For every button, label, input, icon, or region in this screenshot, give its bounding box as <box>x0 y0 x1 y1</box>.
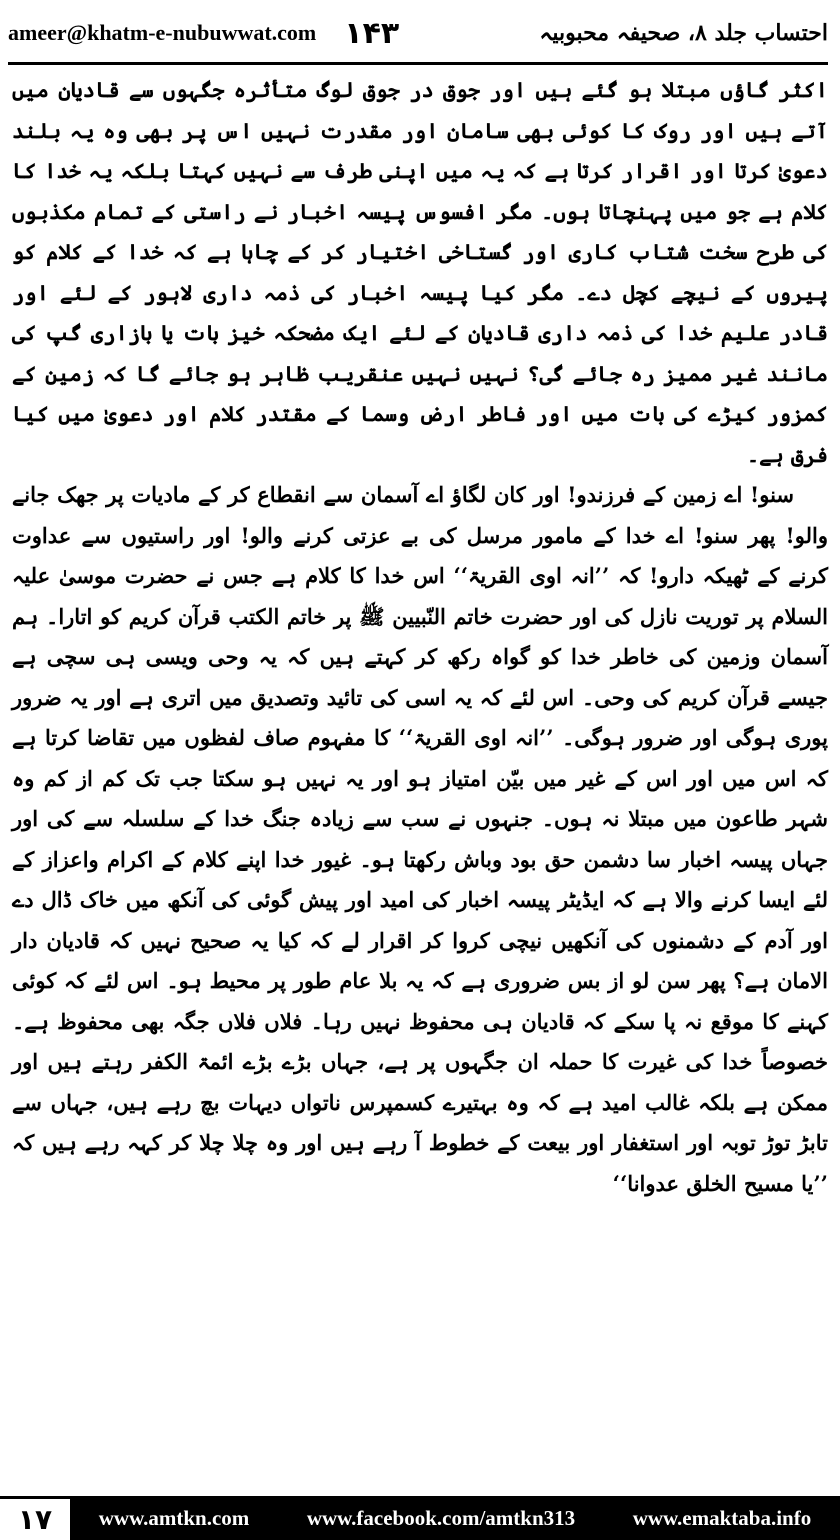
paragraph-2-part-b: ‘‘ اس خدا کا کلام ہے جس نے حضرت موسیٰ علیہ السلام پر توریت نازل کی اور حضرت خاتم النّبیین ﷺ پر خاتم الکتب قرآن کریم کو اتارا۔ ہم آسمان وزمین کی خاطر خدا کو گواہ رکھ کر کہتے ہیں کہ یہ وحی ویسی ہی سچی ہے جیسے قرآن کریم کی وحی۔ اس لئے کہ یہ اسی کی تائید وتصدیق میں اتری ہے اور یہ ضرور پوری ہوگی اور ضرور ہوگی۔ ’’ <box>12 563 828 750</box>
text-column <box>12 70 828 1204</box>
page-footer <box>0 1496 840 1540</box>
arabic-quote-3: یا مسیح الخلق عدوانا <box>627 1170 814 1196</box>
footer-link-emaktaba[interactable]: www.emaktaba.info <box>632 1505 812 1530</box>
paragraph-2 <box>12 475 828 1204</box>
footer-link-amtkn[interactable]: www.amtkn.com <box>98 1505 250 1530</box>
paragraph-1: اکثر گاؤں مبتلا ہو گئے ہیں اور جوق در جوق لوگ متأثرہ جگہوں سے قادیان میں آتے ہیں اور روک کا کوئی بھی سامان اور مقدرت نہیں اس پر بھی وہ یہ بلند دعویٰ کرتا اور اقرار کرتا ہے کہ یہ میں اپنی طرف سے نہیں کہتا بلکہ یہ خدا کا کلام ہے جو میں پہنچاتا ہوں۔ مگر افسوس پیسہ اخبار نے راستی کے تمام مکذبوں کی طرح سخت شتاب کاری اور گستاخی اختیار کر کے چاہا ہے کہ خدا کے کلام کو پیروں کے نیچے کچل دے۔ مگر کیا پیسہ اخبار کی ذمہ داری لاہور کے لئے اور قادر علیم خدا کی ذمہ داری قادیان کے لئے ایک مضحکہ خیز بات یا بازاری گپ کی مانند غیر ممیز رہ جائے گی؟ نہیں نہیں عنقریب ظاہر ہو جائے گا کہ زمین کے کمزور کیڑے کی بات میں اور فاطر ارض وسما کے مقتدر کلام اور دعویٰ میں کیا فرق ہے۔ <box>12 77 828 467</box>
footer-link-facebook[interactable]: www.facebook.com/amtkn313 <box>306 1505 576 1530</box>
header-left <box>8 16 399 51</box>
footer-links <box>70 1506 840 1531</box>
book-title: احتساب جلد ۸، صحیفہ محبوبیہ <box>539 20 828 46</box>
paragraph-2-part-a: سنو! اے زمین کے فرزندو! اور کان لگاؤ اے آسمان سے انقطاع کر کے مادیات پر جھک جانے والو! پھر سنو! اے خدا کے مامور مرسل کی بے عزتی کرنے والو! اور راستیوں سے عداوت کرنے کے ٹھیکہ دارو! کہ ’’ <box>12 482 828 588</box>
paragraph-2-part-c: ‘‘ کا مفہوم صاف لفظوں میں تقاضا کرتا ہے کہ اس میں اور اس کے غیر میں بیّن امتیاز ہو اور یہ نہیں ہو سکتا جب تک کم از کم وہ شہر طاعون میں مبتلا نہ ہوں۔ جنہوں نے سب سے زیادہ جنگ خدا کے سلسلہ سے کی اور جہاں پیسہ اخبار سا دشمن حق بود وباش رکھتا ہو۔ غیور خدا اپنے کلام کے اکرام واعزاز کے لئے ایسا کرنے والا ہے کہ ایڈیٹر پیسہ اخبار کی امید اور پیش گوئی کی آنکھ میں خاک ڈال دے اور آدم کے دشمنوں کی آنکھیں نیچی کروا کر اقرار لے کہ کیا یہ صحیح نہیں کہ قادیان دار الامان ہے؟ پھر سن لو از بس ضروری ہے کہ یہ بلا عام طور پر محیط ہو۔ اس لئے کہ کوئی کہنے کا موقع نہ پا سکے کہ قادیان ہی محفوظ نہیں رہا۔ فلاں فلاں جگہ بھی محفوظ ہے۔ خصوصاً خدا کی غیرت کا حملہ ان جگہوں پر ہے، جہاں بڑے بڑے ائمۃ الکفر رہتے ہیں اور ممکن ہے بلکہ غالب امید ہے کہ وہ بہتیرے کسمپرس ناتواں دیہات بچ رہے ہیں، جہاں سے تابڑ توڑ توبہ اور استغفار اور بیعت کے خطوط آ رہے ہیں اور وہ چلا چلا کر کہہ رہے ہیں کہ ’’ <box>12 725 828 1196</box>
header-page-number: ۱۴۳ <box>344 15 400 51</box>
arabic-quote-2: انہ اوی القریۃ <box>413 725 539 750</box>
page-header <box>8 4 828 65</box>
paragraph-2-end: ‘‘ <box>612 1170 628 1196</box>
header-email: ameer@khatm-e-nubuwwat.com <box>8 20 317 45</box>
page-body <box>12 70 828 1204</box>
footer-page-number: ۱۷ <box>0 1496 70 1540</box>
arabic-quote-1: انہ اوی القریۃ <box>468 563 595 588</box>
